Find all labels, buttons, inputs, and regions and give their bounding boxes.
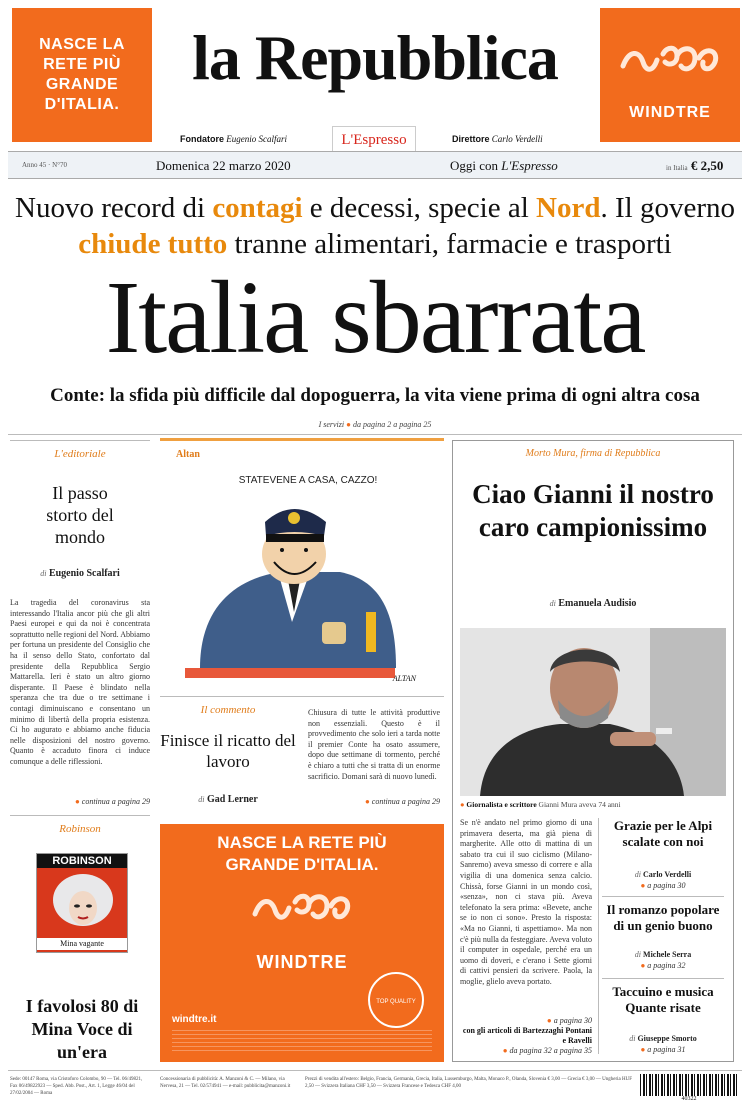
overline-text: e decessi, specie al — [302, 192, 537, 224]
continua-text: continua a pagina 29 — [371, 797, 440, 806]
robinson-title: I favolosi 80 di Mina Voce di un'era — [25, 996, 139, 1062]
byline-prefix: di — [40, 569, 47, 578]
column-rule — [10, 440, 150, 441]
ad-right[interactable] — [600, 8, 740, 142]
barcode-icon — [640, 1074, 738, 1096]
altan-label: Altan — [176, 449, 200, 460]
sidebar-item[interactable] — [602, 818, 724, 894]
overline-text: Nuovo record di — [15, 192, 213, 224]
byline-prefix: di — [629, 1034, 636, 1043]
refs-pages: da pagina 2 a pagina 25 — [352, 420, 432, 429]
bullet-icon: ● — [364, 797, 370, 806]
continua[interactable] — [460, 1046, 592, 1055]
byline — [602, 1034, 724, 1043]
sub-headline: Conte: la sfida più difficile dal dopoguerra, la vita viene prima di ogni altra cosa — [50, 385, 700, 406]
byline-name: Carlo Verdelli — [643, 870, 692, 879]
overline-highlight: Nord — [536, 192, 601, 224]
continua[interactable] — [460, 1016, 592, 1025]
continua-text: da pagina 32 a pagina 35 — [509, 1046, 592, 1055]
commento-body: Chiusura di tutte le attività produttive non essenziali. Questo è il provvedimento che solo ieri a tarda notte il premier Conte ha osato assumere, dopo due settimane di tormento, perché è chiaro a tutti che si tratta di un enorme sacrificio. Domani sarà di nuovo lunedì. — [308, 708, 440, 781]
continua-text: a pagina 30 — [553, 1016, 592, 1025]
caption-label: Giornalista e scrittore — [466, 800, 537, 809]
barcode — [640, 1074, 738, 1106]
continua-text: a pagina 30 — [647, 881, 686, 890]
issue-number: Anno 45 · N°70 — [22, 161, 67, 169]
main-headline[interactable]: Italia sbarrata — [105, 260, 645, 375]
sidebar-item[interactable] — [602, 902, 724, 978]
altan-speech: STATEVENE A CASA, CAZZO! — [238, 475, 378, 486]
commento[interactable] — [160, 696, 444, 812]
overline-1 — [0, 190, 750, 226]
continua-text: a pagina 31 — [647, 1045, 686, 1054]
byline-prefix: di — [634, 950, 642, 959]
column-rule — [10, 815, 150, 816]
overline-highlight: contagi — [212, 192, 303, 224]
espresso-logo: L'Espresso — [341, 132, 407, 148]
oggi-con — [450, 158, 558, 174]
price-label: in Italia — [666, 164, 688, 172]
column-rule — [160, 696, 444, 697]
robinson-cover[interactable] — [36, 853, 128, 953]
date: Domenica 22 marzo 2020 — [156, 158, 291, 173]
continua-text: a pagina 32 — [647, 961, 686, 970]
price-value: € 2,50 — [690, 158, 724, 173]
bullet-icon: ● — [640, 1045, 646, 1054]
robinson-cover-title: ROBINSON — [37, 854, 127, 868]
sidebar-title: Grazie per le Alpi scalate con noi — [613, 818, 713, 849]
director — [452, 134, 543, 144]
section-label: Il commento — [200, 704, 256, 716]
date-band — [8, 151, 742, 179]
founder-name: Eugenio Scalfari — [226, 134, 287, 144]
altan-cartoon[interactable] — [170, 462, 438, 690]
editoriale-body: La tragedia del coronavirus sta interessando l'Italia ancor più che gli altri Paesi europei e qui da noi è concentrata soprattutto nelle regioni del Nord. Abbiamo per fortuna un presidente del Consiglio che ha il senso dello Stato, confortato dal presidente della Repubblica Sergio Mattarella. Ieri è stato un altro giorno disperante. Il Paese è blindato nella speranza che tra due o tre settimane i contagi diminuiscano e consentano un minimo di libertà della propria esistenza. Ci ho augurato e abbiamo anche fiducia nelle disposizioni del nostro governo. Quanto è accaduto finora ci induce comunque a delle riflessioni. — [10, 598, 150, 766]
byline-name: Giuseppe Smorto — [637, 1034, 697, 1043]
barcode-number: 40322 — [681, 1096, 697, 1102]
bullet-icon: ● — [74, 797, 80, 806]
sidebar-rule — [598, 818, 599, 1054]
mura-body: Se n'è andato nel primo giorno di una primavera deserta, ma già piena di margherite. Alle otto di mattina di un sabato tra cui il suo ciclismo (Milano-Sanremo) aveva smesso di correre e alla vigilia di una domenica senza calcio. Chissà, forse Gianni in un mondo così, «senza», non ci stava più. Aveva telefonato la sera prima: «Bevete, anche se io non ci sono». Presto la risposta: «Ma no Gianni, ti aspettiamo». Ma non c'è più nulla da festeggiare. Aveva voluto il computer in ospedale, perché era un uomo di doveri, e c'erano i Sette giorni di cattivi pensieri da scrivere. Paola, la moglie, glielo aveva portato. — [460, 818, 592, 986]
divider — [602, 896, 724, 897]
overline-text: . Il governo — [600, 192, 735, 224]
caption-text: Gianni Mura aveva 74 anni — [538, 800, 621, 809]
footer-col-2: Concessionaria di pubblicità: A. Manzoni & C. — Milano, via Nervesa, 21 — Tel. 02/574941 — e-mail: pubblicita@manzoni.it — [160, 1077, 291, 1089]
oggi-name: L'Espresso — [501, 158, 558, 173]
byline — [160, 794, 296, 805]
section-label: Morto Mura, firma di Repubblica — [525, 448, 661, 459]
continua[interactable] — [602, 961, 724, 970]
director-name: Carlo Verdelli — [491, 134, 543, 144]
bullet-icon: ● — [640, 881, 646, 890]
continua[interactable] — [602, 1045, 724, 1054]
sidebar-title: Il romanzo popolare di un genio buono — [606, 902, 720, 933]
altan-signature: ALTAN — [392, 674, 416, 683]
section-label: Robinson — [59, 823, 101, 835]
windtre-logo-icon — [615, 36, 725, 86]
footer-col-1: Sede: 00147 Roma, via Cristoforo Colombo, 90 — Tel. 06/49821, Fax 06/49822923 — Sped. Abb. Post., Art. 1, Legge 46/04 del 27/02/2004 — Roma — [10, 1077, 143, 1096]
section-label: L'editoriale — [54, 448, 106, 460]
mura-title[interactable]: Ciao Gianni il nostro caro campionissimo — [472, 479, 714, 542]
continua-text: continua a pagina 29 — [81, 797, 150, 806]
price — [666, 158, 723, 174]
overline-text: tranne alimentari, farmacie e trasporti — [227, 228, 672, 260]
oggi-prefix: Oggi con — [450, 158, 499, 173]
photo-caption — [460, 800, 726, 809]
mura-photo[interactable] — [460, 628, 726, 796]
windtre-logo-icon — [227, 884, 377, 934]
editoriale-title: Il passo storto del mondo — [46, 483, 114, 547]
bullet-icon: ● — [346, 420, 351, 429]
footer-rule — [8, 1070, 742, 1071]
director-label: Direttore — [452, 134, 490, 144]
divider — [8, 434, 742, 435]
ad-left[interactable] — [12, 8, 152, 142]
admiral-cartoon-icon — [170, 462, 438, 690]
byline-prefix: di — [198, 795, 205, 804]
bullet-icon: ● — [546, 1016, 552, 1025]
commento-title: Finisce il ricatto del lavoro — [160, 731, 296, 771]
byline-prefix: di — [634, 870, 641, 879]
gianni-mura-photo-icon — [460, 628, 726, 796]
byline — [10, 568, 150, 579]
ad-center-badge — [368, 972, 424, 1028]
ad-center[interactable] — [160, 824, 444, 1062]
byline-name: Gad Lerner — [206, 794, 258, 805]
mina-portrait-icon — [37, 868, 128, 938]
footer-col-3: Prezzi di vendita all'estero: Belgio, Francia, Germania, Grecia, Italia, Lussemburgo, Malta, Monaco P., Olanda, Slovenia € 3,00 — Grecia € 3,00 — Ungheria HUF 2,50 — Svizzera Italiana CHF 3,50 — Svizzera Francese e Tedesca CHF 4,00 — [305, 1077, 632, 1089]
refs-label: I servizi — [318, 420, 345, 429]
sidebar-item[interactable] — [602, 984, 724, 1056]
overline-2 — [0, 226, 750, 262]
byline — [602, 870, 724, 879]
founder-label: Fondatore — [180, 134, 224, 144]
divider — [602, 978, 724, 979]
ad-center-brand: WINDTRE — [256, 952, 348, 972]
continua[interactable] — [10, 797, 150, 806]
continua[interactable] — [308, 797, 440, 806]
founder — [180, 134, 287, 144]
ad-center-url[interactable]: windtre.it — [172, 1014, 217, 1025]
mura-with: con gli articoli di Bartezzaghi Pontani e Ravelli — [462, 1026, 592, 1045]
byline-name: Michele Serra — [643, 950, 692, 959]
ad-left-text: NASCE LA RETE PIÙ GRANDE D'ITALIA. — [39, 36, 125, 113]
byline-prefix: di — [549, 599, 556, 608]
headline-refs — [0, 420, 750, 429]
ad-right-brand: WINDTRE — [629, 104, 711, 121]
bullet-icon: ● — [502, 1046, 508, 1055]
masthead-title[interactable]: la Repubblica — [192, 22, 558, 93]
byline — [452, 598, 734, 609]
bullet-icon: ● — [460, 800, 465, 809]
badge-text: TOP QUALITY — [376, 999, 416, 1005]
byline — [602, 950, 724, 959]
bullet-icon: ● — [640, 961, 646, 970]
sidebar-title: Taccuino e musica Quante risate — [612, 984, 714, 1015]
robinson-cover-caption: Mina vagante — [37, 938, 127, 950]
continua[interactable] — [602, 881, 724, 890]
altan-bar — [160, 438, 444, 441]
ad-fine-print — [172, 1030, 432, 1054]
byline-name: Emanuela Audisio — [558, 598, 637, 609]
byline-name: Eugenio Scalfari — [48, 568, 120, 579]
ad-center-text: NASCE LA RETE PIÙ GRANDE D'ITALIA. — [217, 833, 387, 874]
overline-highlight: chiude tutto — [78, 228, 228, 260]
